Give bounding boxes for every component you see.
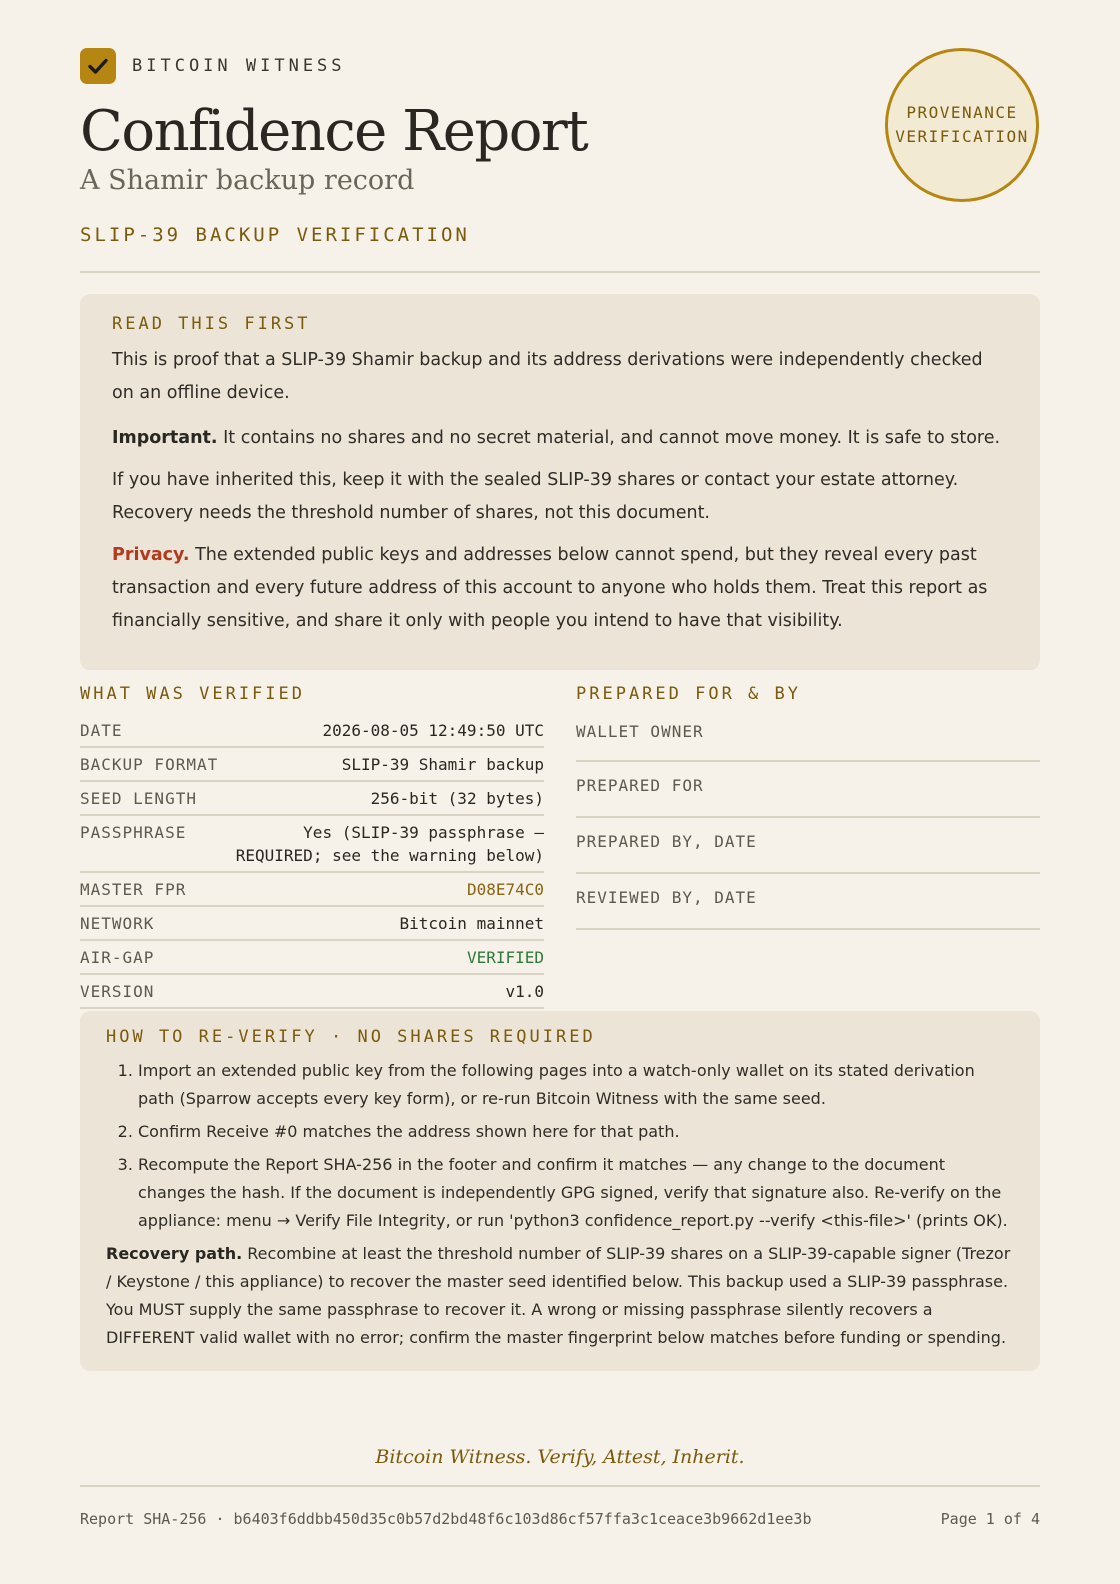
provenance-seal — [885, 48, 1039, 202]
table-row — [80, 907, 544, 941]
header-divider — [80, 271, 1040, 273]
row-key: MASTER FPR — [80, 880, 187, 899]
report-page — [80, 0, 1040, 1584]
list-item: 1. Import an extended public key from the following pages into a watch-only wallet on its stated derivation path (Sparrow accepts every key form), or re-run Bitcoin Witness with the same seed. — [138, 1057, 1014, 1113]
reverify-label: HOW TO RE-VERIFY · NO SHARES REQUIRED — [106, 1027, 596, 1047]
verified-section — [80, 684, 544, 1009]
table-row — [80, 873, 544, 907]
row-value-line-1: Yes (SLIP-39 passphrase — — [303, 823, 544, 842]
row-key: VERSION — [80, 982, 155, 1001]
recovery-lead: Recovery path. — [106, 1244, 243, 1263]
checkmark-icon — [80, 48, 116, 84]
brand-name: BITCOIN WITNESS — [132, 56, 346, 76]
footer-divider — [80, 1485, 1040, 1487]
page-title: Confidence Report — [80, 99, 588, 164]
list-item: 3. Recompute the Report SHA-256 in the footer and confirm it matches — any change to the document changes the hash. If the document is independently GPG signed, verify that signature also. Re-verify on the appliance: menu → Verify File Integrity, or run 'python3 confidence_report.py --verify <this-file>' (prints OK). — [138, 1151, 1014, 1235]
table-row — [80, 975, 544, 1009]
verified-label: WHAT WAS VERIFIED — [80, 684, 305, 704]
inheritance-note: If you have inherited this, keep it with the sealed SLIP-39 shares or contact your estate attorney. Recovery needs the threshold number of shares, not this document. — [112, 470, 959, 523]
table-row — [80, 782, 544, 816]
list-item: 2. Confirm Receive #0 matches the address shown here for that path. — [138, 1118, 1014, 1146]
prepared-table — [576, 714, 1040, 930]
prepared-label: PREPARED FOR & BY — [576, 684, 801, 704]
reverify-steps — [106, 1057, 1014, 1235]
seal-line-2: VERIFICATION — [895, 127, 1029, 146]
row-value: v1.0 — [505, 982, 544, 1001]
row-key: SEED LENGTH — [80, 789, 197, 808]
recovery-text: Recombine at least the threshold number of SLIP-39 shares on a SLIP-39-capable signer (Trezor / Keystone / this appliance) to recover the master seed identified below. This backup used a SLIP-39 passphrase. You MUST supply the same passphrase to recover it. A wrong or missing passphrase silently recovers a DIFFERENT valid wallet with no error; confirm the master fingerprint below matches before funding or spending. — [106, 1244, 1011, 1347]
row-key: NETWORK — [80, 914, 155, 933]
row-value: 256-bit (32 bytes) — [370, 789, 544, 808]
signature-line: WALLET OWNER — [576, 714, 1040, 762]
footer — [80, 1510, 1040, 1528]
prepared-section — [576, 684, 1040, 930]
read-first-intro: This is proof that a SLIP-39 Shamir backup and its address derivations were independently checked on an offline device. — [112, 350, 983, 403]
privacy-note — [112, 539, 1008, 638]
page-number: Page 1 of 4 — [940, 1510, 1040, 1528]
important-text: It contains no shares and no secret material, and cannot move money. It is safe to store. — [217, 428, 1001, 448]
reverify-panel — [80, 1011, 1040, 1371]
table-row — [80, 748, 544, 782]
read-first-label: READ THIS FIRST — [112, 314, 311, 334]
privacy-lead: Privacy. — [112, 545, 190, 565]
signature-line: REVIEWED BY, DATE — [576, 874, 1040, 930]
row-value — [236, 821, 544, 867]
brand — [80, 48, 346, 84]
footer-tagline: Bitcoin Witness. Verify, Attest, Inherit. — [375, 1446, 745, 1468]
recovery-path-note — [106, 1240, 1014, 1352]
signature-line: PREPARED BY, DATE — [576, 818, 1040, 874]
page-subtitle: A Shamir backup record — [80, 165, 415, 196]
important-lead: Important. — [112, 428, 218, 448]
privacy-text: The extended public keys and addresses below cannot spend, but they reveal every past transaction and every future address of this account to anyone who holds them. Treat this report as financially sensitive, and share it only with people you intend to have that visibility. — [112, 545, 988, 631]
read-first-panel — [80, 294, 1040, 670]
row-value: 2026-08-05 12:49:50 UTC — [322, 721, 544, 740]
report-hash: Report SHA-256 · b6403f6ddbb450d35c0b57d2bd48f6c103d86cf57ffa3c1ceace3b9662d1ee3b — [80, 1510, 812, 1528]
air-gap-status: VERIFIED — [466, 948, 544, 967]
seal-line-1: PROVENANCE — [906, 103, 1018, 122]
row-key: DATE — [80, 721, 123, 740]
row-key: PASSPHRASE — [80, 823, 187, 842]
row-key: AIR-GAP — [80, 948, 155, 967]
row-value: Bitcoin mainnet — [399, 914, 544, 933]
signature-line: PREPARED FOR — [576, 762, 1040, 818]
verified-table — [80, 714, 544, 1009]
master-fingerprint: D08E74C0 — [466, 880, 544, 899]
row-value: SLIP-39 Shamir backup — [341, 755, 544, 774]
row-key: BACKUP FORMAT — [80, 755, 219, 774]
important-note — [112, 422, 1008, 455]
table-row — [80, 714, 544, 748]
row-value-line-2: REQUIRED; see the warning below) — [235, 846, 544, 865]
report-kicker: SLIP-39 BACKUP VERIFICATION — [80, 224, 470, 246]
table-row — [80, 816, 544, 873]
table-row — [80, 941, 544, 975]
